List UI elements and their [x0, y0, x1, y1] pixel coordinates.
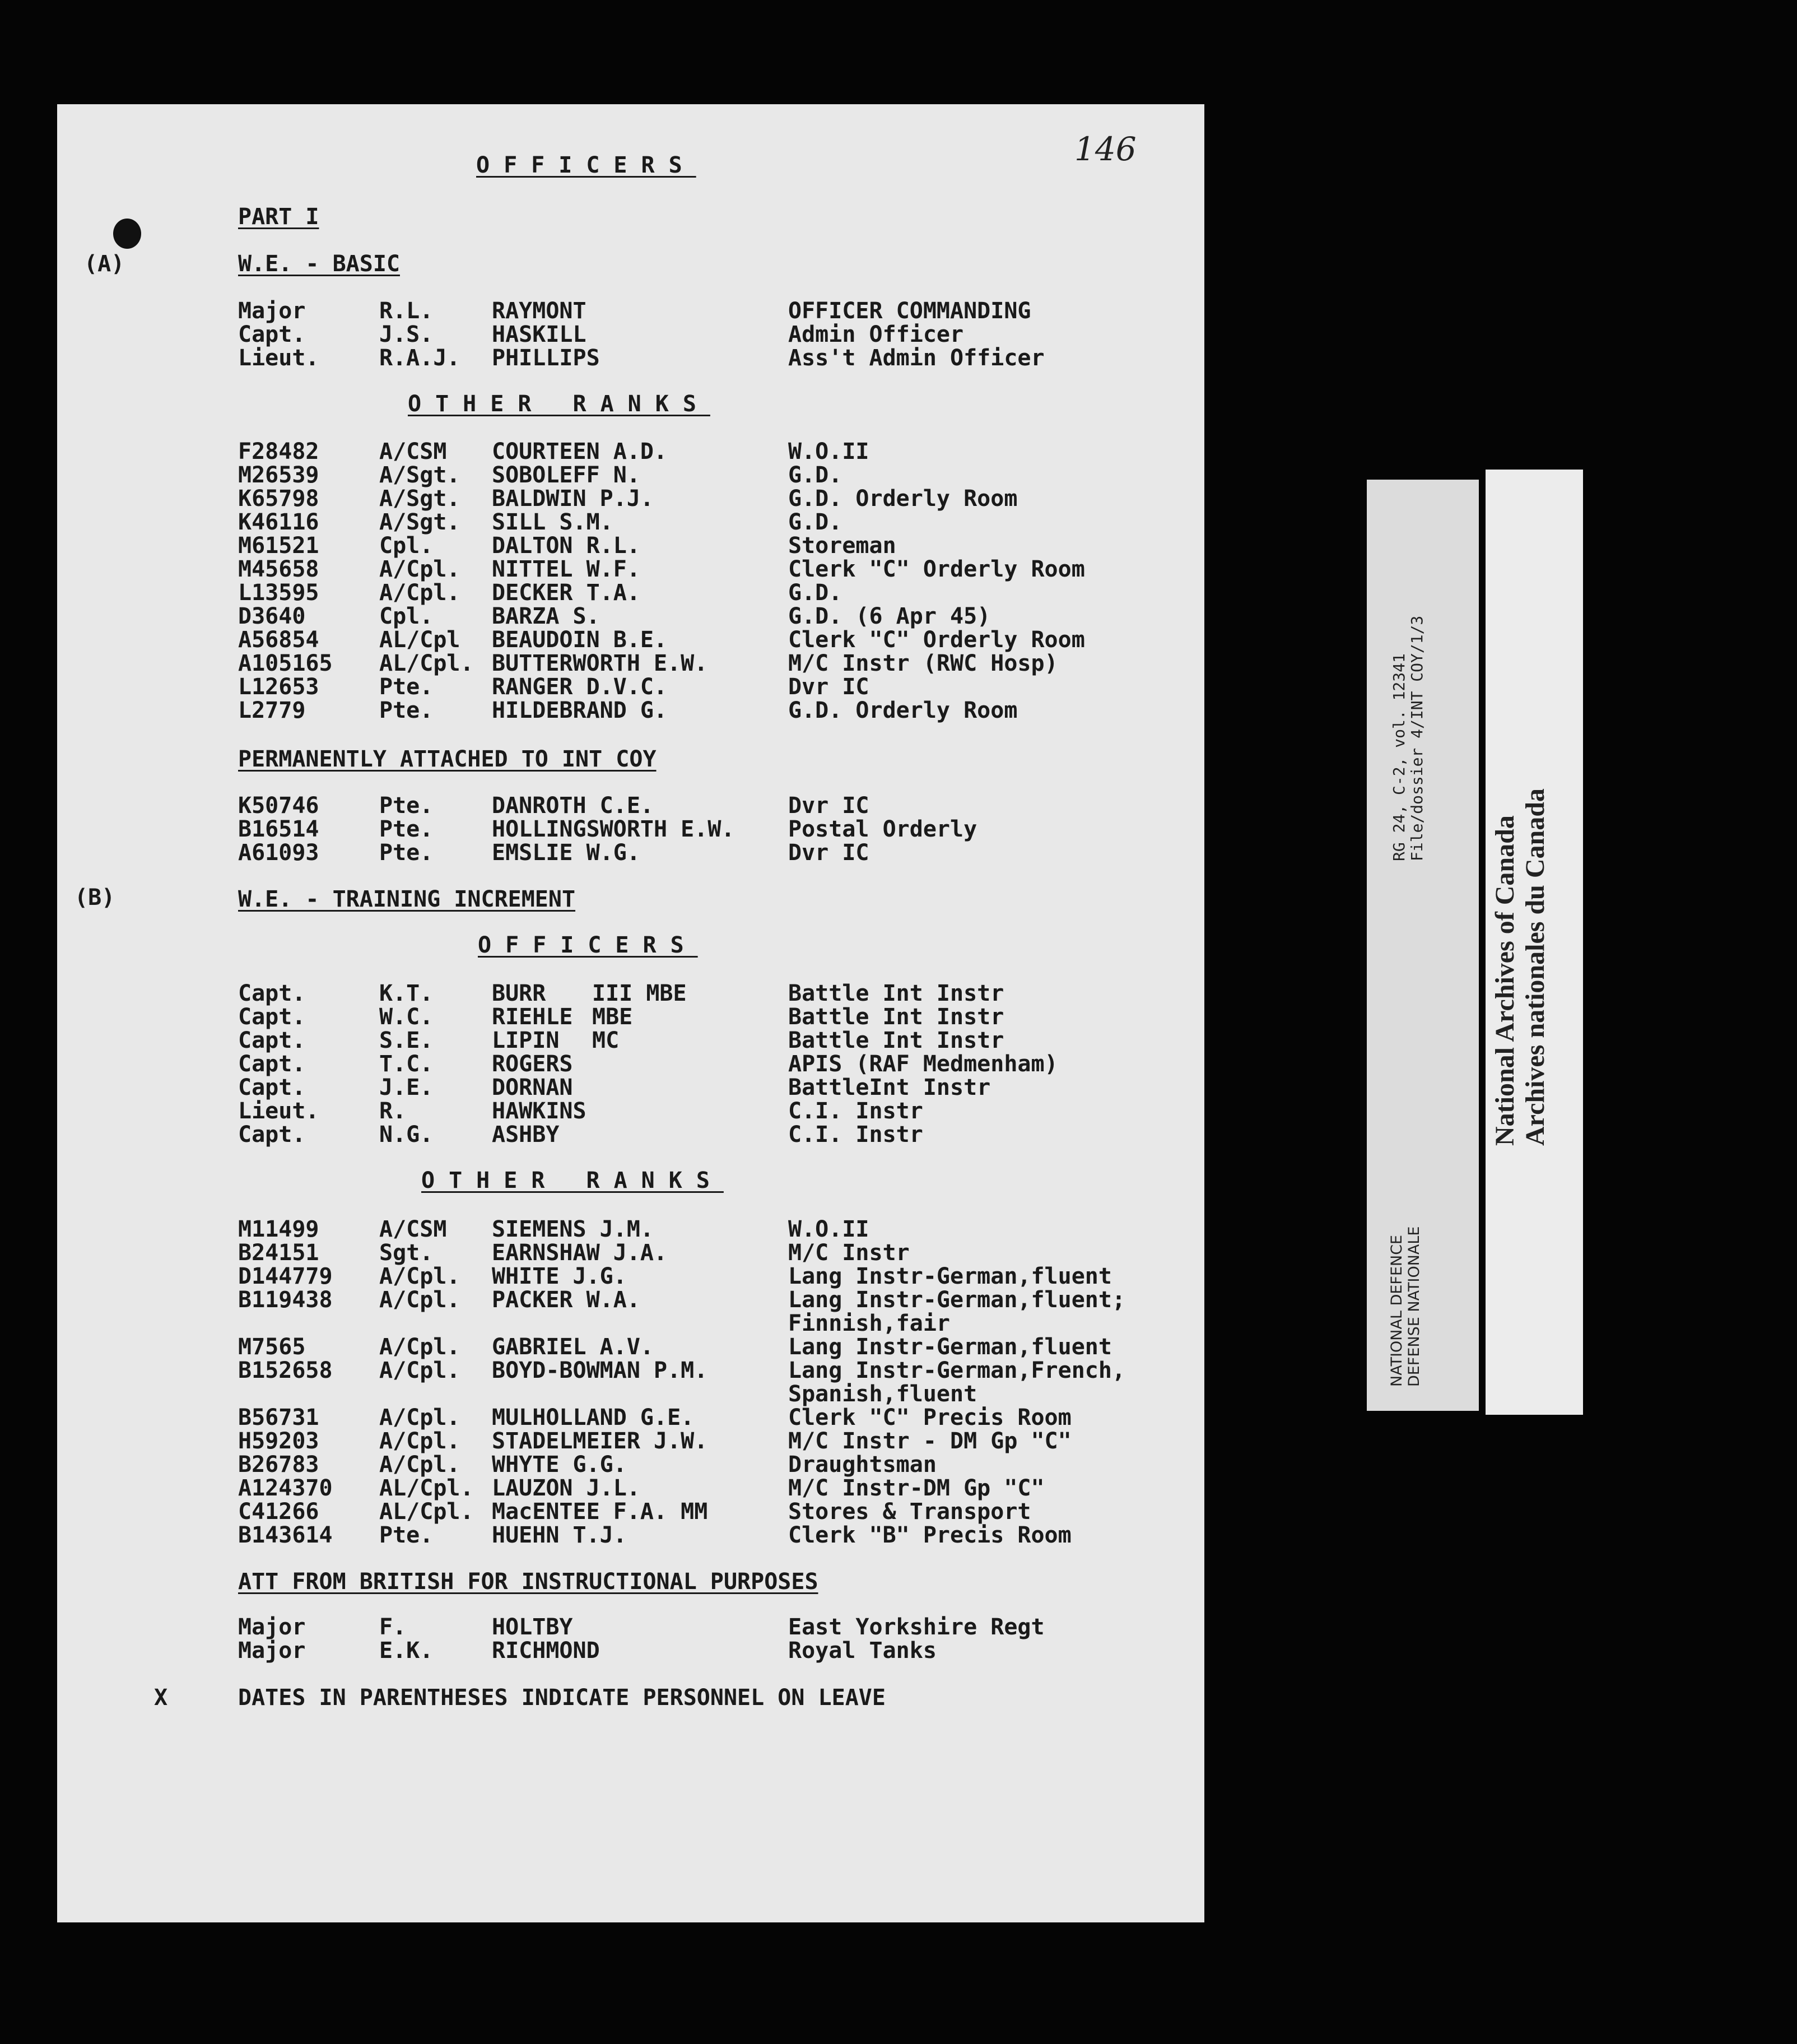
training-other-rank-row-duty: M/C Instr - DM Gp "C" [788, 1428, 1072, 1454]
training-officer-row-name: LIPIN [492, 1028, 560, 1053]
other-rank-row-rank: Pte. [379, 674, 434, 700]
british-row-rank: Major [238, 1614, 306, 1640]
part-heading: PART I [238, 204, 319, 230]
training-other-rank-row-number: B143614 [238, 1522, 333, 1548]
training-other-rank-row-name: LAUZON J.L. [492, 1475, 640, 1501]
training-other-rank-row-duty: Clerk "C" Precis Room [788, 1405, 1072, 1430]
training-officer-row-initials: K.T. [379, 981, 434, 1006]
training-other-rank-row-duty: Lang Instr-German,fluent [788, 1263, 1112, 1289]
officer-row-initials: R.L. [379, 298, 434, 324]
training-other-rank-row-number: B119438 [238, 1287, 333, 1313]
officer-row-name: HASKILL [492, 322, 586, 347]
training-other-rank-row-duty: Lang Instr-German,fluent; [788, 1287, 1126, 1313]
training-other-rank-row-number: B26783 [238, 1452, 319, 1478]
training-other-rank-row-number: M11499 [238, 1216, 319, 1242]
training-officer-row-duty: APIS (RAF Medmenham) [788, 1051, 1058, 1077]
other-rank-row-rank: Cpl. [379, 603, 434, 629]
archive-reference-line2: File/dossier 4/INT COY/1/3 [1408, 615, 1426, 861]
training-other-rank-row-number: B152658 [238, 1358, 333, 1383]
training-other-rank-row-duty: Clerk "B" Precis Room [788, 1522, 1072, 1548]
other-rank-row-rank: A/Cpl. [379, 580, 460, 606]
archives-name-en: National Archives of Canada [1490, 815, 1520, 1146]
attached-row-duty: Dvr IC [788, 840, 869, 866]
other-rank-row-number: L13595 [238, 580, 319, 606]
page-title: OFFICERS [476, 152, 696, 178]
training-other-rank-row-name: HUEHN T.J. [492, 1522, 627, 1548]
other-ranks-heading: OTHER RANKS [408, 391, 710, 417]
other-rank-row-duty: Storeman [788, 533, 896, 559]
training-officer-row-honours: MBE [592, 1004, 633, 1030]
officer-row-name: RAYMONT [492, 298, 586, 324]
other-rank-row-number: K65798 [238, 486, 319, 512]
attached-row-rank: Pte. [379, 840, 434, 866]
section-a-marker: (A) [84, 251, 125, 277]
training-other-rank-row-number: M7565 [238, 1334, 306, 1360]
other-rank-row-duty: Clerk "C" Orderly Room [788, 627, 1085, 653]
british-heading: ATT FROM BRITISH FOR INSTRUCTIONAL PURPOSES [238, 1569, 818, 1595]
officer-row-duty: Ass't Admin Officer [788, 345, 1045, 371]
training-officer-row-initials: R. [379, 1098, 407, 1124]
training-other-rank-row-rank: AL/Cpl. [379, 1475, 474, 1501]
other-rank-row-number: M61521 [238, 533, 319, 559]
training-officer-row-rank: Lieut. [238, 1098, 319, 1124]
training-other-rank-row-name: EARNSHAW J.A. [492, 1240, 668, 1266]
british-row-name: HOLTBY [492, 1614, 573, 1640]
other-rank-row-name: COURTEEN A.D. [492, 439, 668, 464]
training-other-rank-row-rank: A/Cpl. [379, 1358, 460, 1383]
other-rank-row-name: HILDEBRAND G. [492, 698, 668, 723]
training-other-rank-row-number: B56731 [238, 1405, 319, 1430]
training-other-rank-row-name: WHITE J.G. [492, 1263, 627, 1289]
other-rank-row-rank: A/CSM [379, 439, 447, 464]
training-officers-heading: OFFICERS [478, 932, 698, 958]
officer-row-duty: Admin Officer [788, 322, 964, 347]
attached-row-name: HOLLINGSWORTH E.W. [492, 816, 735, 842]
other-rank-row-name: RANGER D.V.C. [492, 674, 668, 700]
archive-reference-line1: RG 24, C-2, vol. 12341 [1390, 653, 1408, 861]
other-rank-row-number: D3640 [238, 603, 306, 629]
british-row-duty: Royal Tanks [788, 1638, 937, 1664]
training-other-rank-row-duty: Draughtsman [788, 1452, 937, 1478]
training-officer-row-name: HAWKINS [492, 1098, 586, 1124]
other-rank-row-duty: G.D. [788, 580, 842, 606]
officer-row-rank: Capt. [238, 322, 306, 347]
training-other-ranks-heading: OTHER RANKS [421, 1168, 724, 1193]
training-officer-row-duty: Battle Int Instr [788, 1028, 1004, 1053]
other-rank-row-name: SILL S.M. [492, 509, 613, 535]
training-other-rank-row-name: WHYTE G.G. [492, 1452, 627, 1478]
training-officer-row-duty: C.I. Instr [788, 1098, 923, 1124]
training-other-rank-row-duty: Stores & Transport [788, 1499, 1031, 1525]
training-other-rank-row-duty: Lang Instr-German,French, [788, 1358, 1126, 1383]
training-other-rank-row-name: GABRIEL A.V. [492, 1334, 654, 1360]
training-other-rank-row-rank: A/Cpl. [379, 1287, 460, 1313]
other-rank-row-name: DALTON R.L. [492, 533, 640, 559]
other-rank-row-duty: G.D. [788, 509, 842, 535]
training-officer-row-honours: MC [592, 1028, 620, 1053]
archives-name-fr: Archives nationales du Canada [1520, 788, 1550, 1146]
officer-row-initials: J.S. [379, 322, 434, 347]
training-other-rank-row-name: MacENTEE F.A. MM [492, 1499, 708, 1525]
other-rank-row-name: SOBOLEFF N. [492, 462, 640, 488]
training-officer-row-name: RIEHLE [492, 1004, 573, 1030]
page-number: 146 [1074, 130, 1137, 168]
attached-heading: PERMANENTLY ATTACHED TO INT COY [238, 746, 657, 772]
training-officer-row-duty: C.I. Instr [788, 1122, 923, 1148]
officer-row-rank: Lieut. [238, 345, 319, 371]
other-rank-row-duty: G.D. (6 Apr 45) [788, 603, 991, 629]
other-rank-row-number: A56854 [238, 627, 319, 653]
other-rank-row-number: K46116 [238, 509, 319, 535]
attached-row-duty: Dvr IC [788, 793, 869, 819]
training-officer-row-name: ROGERS [492, 1051, 573, 1077]
training-other-rank-row-rank: A/Cpl. [379, 1428, 460, 1454]
other-rank-row-duty: Dvr IC [788, 674, 869, 700]
department-line2: DEFENSE NATIONALE [1405, 1226, 1423, 1387]
british-row-duty: East Yorkshire Regt [788, 1614, 1045, 1640]
british-row-initials: F. [379, 1614, 407, 1640]
training-officer-row-duty: Battle Int Instr [788, 981, 1004, 1006]
training-officer-row-initials: T.C. [379, 1051, 434, 1077]
other-rank-row-number: L2779 [238, 698, 306, 723]
training-other-rank-row-name: SIEMENS J.M. [492, 1216, 654, 1242]
other-rank-row-rank: Cpl. [379, 533, 434, 559]
training-officer-row-initials: N.G. [379, 1122, 434, 1148]
other-rank-row-name: DECKER T.A. [492, 580, 640, 606]
training-other-rank-row-number: C41266 [238, 1499, 319, 1525]
other-rank-row-duty: Clerk "C" Orderly Room [788, 556, 1085, 582]
training-other-rank-row-duty: Lang Instr-German,fluent [788, 1334, 1112, 1360]
training-officer-row-duty: Battle Int Instr [788, 1004, 1004, 1030]
attached-row-name: EMSLIE W.G. [492, 840, 640, 866]
training-officer-row-initials: J.E. [379, 1075, 434, 1100]
other-rank-row-number: A105165 [238, 651, 333, 676]
training-other-rank-row-duty: M/C Instr [788, 1240, 910, 1266]
other-rank-row-duty: M/C Instr (RWC Hosp) [788, 651, 1058, 676]
training-other-rank-row-number: H59203 [238, 1428, 319, 1454]
training-officer-row-rank: Capt. [238, 1004, 306, 1030]
british-row-name: RICHMOND [492, 1638, 600, 1664]
training-other-rank-row-rank: A/Cpl. [379, 1263, 460, 1289]
training-officer-row-initials: W.C. [379, 1004, 434, 1030]
training-other-rank-row-rank: Pte. [379, 1522, 434, 1548]
training-officer-row-name: BURR [492, 981, 546, 1006]
training-officer-row-honours: III MBE [592, 981, 687, 1006]
other-rank-row-number: F28482 [238, 439, 319, 464]
other-rank-row-name: BARZA S. [492, 603, 600, 629]
training-other-rank-row-number: D144779 [238, 1263, 333, 1289]
footnote-marker: X [154, 1685, 168, 1711]
training-other-rank-row-duty-cont: Finnish,fair [788, 1311, 950, 1336]
section-b-heading: W.E. - TRAINING INCREMENT [238, 886, 576, 912]
footnote-text: DATES IN PARENTHESES INDICATE PERSONNEL ON LEAVE [238, 1685, 886, 1711]
training-officer-row-rank: Capt. [238, 981, 306, 1006]
other-rank-row-name: BEAUDOIN B.E. [492, 627, 668, 653]
training-other-rank-row-rank: A/Cpl. [379, 1405, 460, 1430]
training-other-rank-row-rank: A/CSM [379, 1216, 447, 1242]
attached-row-number: A61093 [238, 840, 319, 866]
ink-blot [113, 219, 141, 249]
other-rank-row-rank: AL/Cpl. [379, 651, 474, 676]
training-officer-row-rank: Capt. [238, 1051, 306, 1077]
training-other-rank-row-number: B24151 [238, 1240, 319, 1266]
officer-row-rank: Major [238, 298, 306, 324]
training-other-rank-row-duty: M/C Instr-DM Gp "C" [788, 1475, 1045, 1501]
training-officer-row-initials: S.E. [379, 1028, 434, 1053]
other-rank-row-number: M45658 [238, 556, 319, 582]
training-other-rank-row-duty: W.O.II [788, 1216, 869, 1242]
section-a-heading: W.E. - BASIC [238, 251, 400, 277]
other-rank-row-number: M26539 [238, 462, 319, 488]
section-b-marker: (B) [75, 885, 115, 910]
british-row-rank: Major [238, 1638, 306, 1664]
training-officer-row-rank: Capt. [238, 1075, 306, 1100]
other-rank-row-rank: Pte. [379, 698, 434, 723]
department-line1: NATIONAL DEFENCE [1388, 1234, 1405, 1387]
other-rank-row-rank: A/Sgt. [379, 462, 460, 488]
attached-row-name: DANROTH C.E. [492, 793, 654, 819]
other-rank-row-duty: G.D. [788, 462, 842, 488]
other-rank-row-rank: AL/Cpl [379, 627, 460, 653]
other-rank-row-duty: W.O.II [788, 439, 869, 464]
other-rank-row-rank: A/Sgt. [379, 509, 460, 535]
training-other-rank-row-name: MULHOLLAND G.E. [492, 1405, 695, 1430]
training-other-rank-row-rank: A/Cpl. [379, 1334, 460, 1360]
other-rank-row-name: BUTTERWORTH E.W. [492, 651, 708, 676]
archives-names [1490, 788, 1551, 1146]
training-officer-row-duty: BattleInt Instr [788, 1075, 991, 1100]
training-other-rank-row-name: BOYD-BOWMAN P.M. [492, 1358, 708, 1383]
training-other-rank-row-rank: AL/Cpl. [379, 1499, 474, 1525]
other-rank-row-name: BALDWIN P.J. [492, 486, 654, 512]
attached-row-rank: Pte. [379, 816, 434, 842]
training-other-rank-row-rank: A/Cpl. [379, 1452, 460, 1478]
training-officer-row-rank: Capt. [238, 1028, 306, 1053]
other-rank-row-name: NITTEL W.F. [492, 556, 640, 582]
attached-row-duty: Postal Orderly [788, 816, 977, 842]
training-other-rank-row-number: A124370 [238, 1475, 333, 1501]
officer-row-initials: R.A.J. [379, 345, 460, 371]
attached-row-rank: Pte. [379, 793, 434, 819]
training-officer-row-name: DORNAN [492, 1075, 573, 1100]
other-rank-row-duty: G.D. Orderly Room [788, 698, 1018, 723]
training-other-rank-row-name: STADELMEIER J.W. [492, 1428, 708, 1454]
officer-row-name: PHILLIPS [492, 345, 600, 371]
british-row-initials: E.K. [379, 1638, 434, 1664]
attached-row-number: K50746 [238, 793, 319, 819]
department-name [1388, 1227, 1423, 1387]
training-other-rank-row-rank: Sgt. [379, 1240, 434, 1266]
training-other-rank-row-duty-cont: Spanish,fluent [788, 1381, 977, 1407]
training-officer-row-rank: Capt. [238, 1122, 306, 1148]
training-officer-row-name: ASHBY [492, 1122, 560, 1148]
officer-row-duty: OFFICER COMMANDING [788, 298, 1031, 324]
other-rank-row-duty: G.D. Orderly Room [788, 486, 1018, 512]
attached-row-number: B16514 [238, 816, 319, 842]
other-rank-row-number: L12653 [238, 674, 319, 700]
training-other-rank-row-name: PACKER W.A. [492, 1287, 640, 1313]
other-rank-row-rank: A/Cpl. [379, 556, 460, 582]
other-rank-row-rank: A/Sgt. [379, 486, 460, 512]
archive-reference [1390, 616, 1426, 861]
